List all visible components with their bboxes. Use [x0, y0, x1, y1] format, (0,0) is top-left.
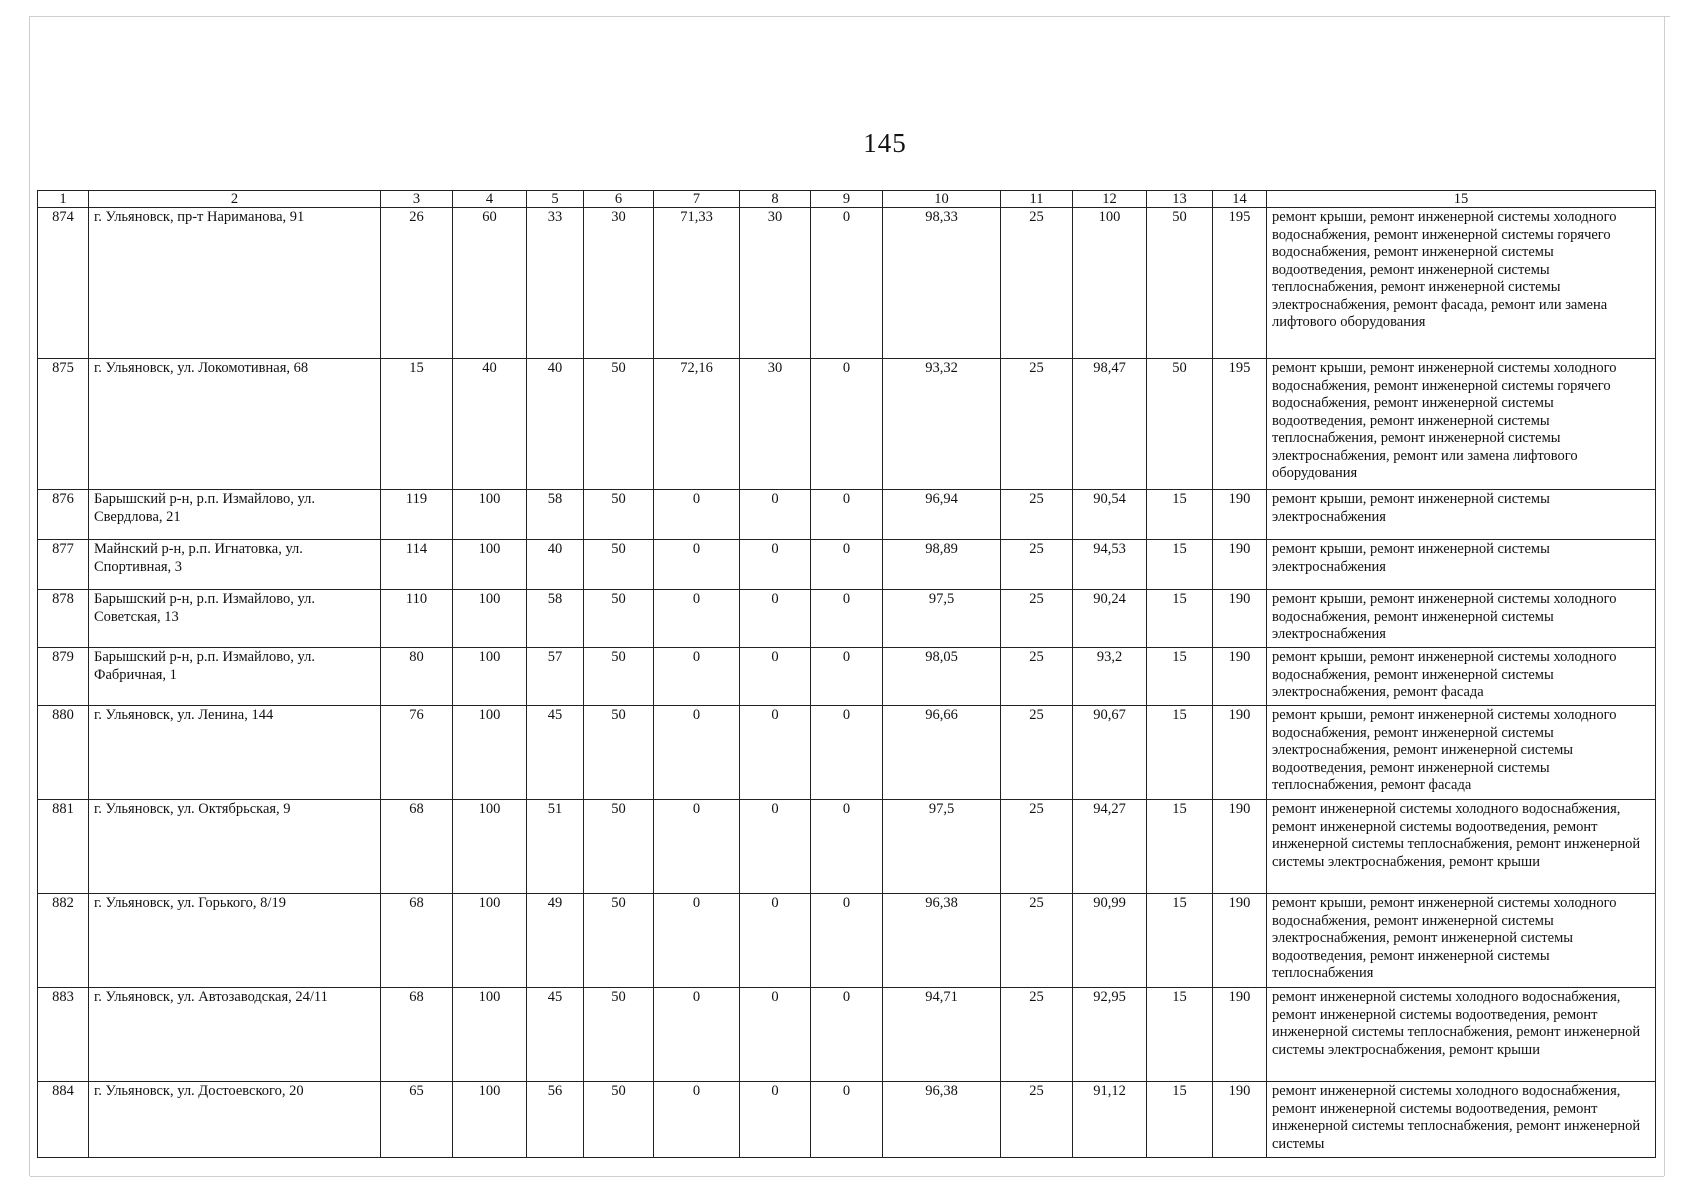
- works-list: ремонт инженерной системы холодного водоснабжения, ремонт инженерной системы водоотведения, ремонт инженерной системы теплоснабжения, ремонт инженерной системы электроснабжения, ремонт крыши: [1267, 800, 1656, 894]
- table-row: [38, 648, 1656, 706]
- col-12-value: 90,99: [1073, 894, 1147, 988]
- col-9-value: 0: [811, 706, 883, 800]
- col-8-value: 0: [740, 648, 811, 706]
- col-5-value: 45: [527, 988, 584, 1082]
- col-4-value: 100: [453, 800, 527, 894]
- col-14-value: 190: [1213, 648, 1267, 706]
- col-3-value: 68: [381, 800, 453, 894]
- col-13-value: 15: [1147, 648, 1213, 706]
- col-10-value: 98,05: [883, 648, 1001, 706]
- address: г. Ульяновск, ул. Горького, 8/19: [89, 894, 381, 988]
- col-14-value: 190: [1213, 800, 1267, 894]
- col-9-value: 0: [811, 648, 883, 706]
- col-6-value: 50: [584, 648, 654, 706]
- column-number-13: 13: [1147, 191, 1213, 208]
- column-number-11: 11: [1001, 191, 1073, 208]
- row-number: 884: [38, 1082, 89, 1158]
- works-list: ремонт инженерной системы холодного водоснабжения, ремонт инженерной системы водоотведения, ремонт инженерной системы теплоснабжения, ремонт инженерной системы электроснабжения, ремонт крыши: [1267, 988, 1656, 1082]
- col-7-value: 0: [654, 590, 740, 648]
- col-11-value: 25: [1001, 894, 1073, 988]
- row-number: 882: [38, 894, 89, 988]
- address: г. Ульяновск, ул. Достоевского, 20: [89, 1082, 381, 1158]
- col-7-value: 0: [654, 1082, 740, 1158]
- col-6-value: 50: [584, 359, 654, 490]
- column-number-3: 3: [381, 191, 453, 208]
- scan-edge-left: [29, 16, 30, 1176]
- address: г. Ульяновск, ул. Ленина, 144: [89, 706, 381, 800]
- col-14-value: 195: [1213, 359, 1267, 490]
- col-6-value: 50: [584, 988, 654, 1082]
- col-5-value: 40: [527, 540, 584, 590]
- col-12-value: 92,95: [1073, 988, 1147, 1082]
- col-7-value: 0: [654, 490, 740, 540]
- col-6-value: 50: [584, 490, 654, 540]
- col-4-value: 100: [453, 490, 527, 540]
- col-6-value: 50: [584, 894, 654, 988]
- col-14-value: 195: [1213, 208, 1267, 359]
- col-7-value: 0: [654, 706, 740, 800]
- works-list: ремонт крыши, ремонт инженерной системы холодного водоснабжения, ремонт инженерной системы горячего водоснабжения, ремонт инженерной системы водоотведения, ремонт инженерной системы теплоснабжения, ремонт инженерной системы электроснабжения, ремонт фасада, ремонт или замена лифтового оборудования: [1267, 208, 1656, 359]
- works-list: ремонт крыши, ремонт инженерной системы холодного водоснабжения, ремонт инженерной системы электроснабжения, ремонт инженерной системы водоотведения, ремонт инженерной системы теплоснабжения: [1267, 894, 1656, 988]
- col-3-value: 76: [381, 706, 453, 800]
- col-10-value: 96,38: [883, 894, 1001, 988]
- col-13-value: 15: [1147, 490, 1213, 540]
- table-row: [38, 1082, 1656, 1158]
- row-number: 880: [38, 706, 89, 800]
- column-number-15: 15: [1267, 191, 1656, 208]
- col-10-value: 97,5: [883, 590, 1001, 648]
- col-13-value: 50: [1147, 208, 1213, 359]
- col-12-value: 90,24: [1073, 590, 1147, 648]
- col-10-value: 97,5: [883, 800, 1001, 894]
- column-number-10: 10: [883, 191, 1001, 208]
- col-11-value: 25: [1001, 540, 1073, 590]
- row-number: 879: [38, 648, 89, 706]
- address: г. Ульяновск, пр-т Нариманова, 91: [89, 208, 381, 359]
- col-4-value: 100: [453, 894, 527, 988]
- col-14-value: 190: [1213, 706, 1267, 800]
- col-3-value: 15: [381, 359, 453, 490]
- col-14-value: 190: [1213, 590, 1267, 648]
- col-5-value: 58: [527, 490, 584, 540]
- col-10-value: 96,38: [883, 1082, 1001, 1158]
- works-list: ремонт крыши, ремонт инженерной системы холодного водоснабжения, ремонт инженерной системы горячего водоснабжения, ремонт инженерной системы водоотведения, ремонт инженерной системы теплоснабжения, ремонт инженерной системы электроснабжения, ремонт или замена лифтового оборудования: [1267, 359, 1656, 490]
- column-number-row: [38, 191, 1656, 208]
- col-11-value: 25: [1001, 800, 1073, 894]
- column-number-7: 7: [654, 191, 740, 208]
- row-number: 883: [38, 988, 89, 1082]
- column-number-5: 5: [527, 191, 584, 208]
- col-4-value: 100: [453, 590, 527, 648]
- table-body: [38, 208, 1656, 1158]
- row-number: 875: [38, 359, 89, 490]
- col-11-value: 25: [1001, 988, 1073, 1082]
- col-13-value: 15: [1147, 988, 1213, 1082]
- col-9-value: 0: [811, 1082, 883, 1158]
- col-11-value: 25: [1001, 706, 1073, 800]
- col-14-value: 190: [1213, 894, 1267, 988]
- col-9-value: 0: [811, 894, 883, 988]
- col-7-value: 0: [654, 540, 740, 590]
- col-5-value: 56: [527, 1082, 584, 1158]
- table-row: [38, 208, 1656, 359]
- col-13-value: 15: [1147, 706, 1213, 800]
- col-7-value: 0: [654, 894, 740, 988]
- address: Барышский р-н, р.п. Измайлово, ул. Советская, 13: [89, 590, 381, 648]
- col-9-value: 0: [811, 490, 883, 540]
- row-number: 874: [38, 208, 89, 359]
- row-number: 878: [38, 590, 89, 648]
- col-13-value: 15: [1147, 540, 1213, 590]
- col-8-value: 0: [740, 1082, 811, 1158]
- col-8-value: 0: [740, 800, 811, 894]
- address: Майнский р-н, р.п. Игнатовка, ул. Спортивная, 3: [89, 540, 381, 590]
- column-number-14: 14: [1213, 191, 1267, 208]
- col-9-value: 0: [811, 359, 883, 490]
- col-4-value: 100: [453, 706, 527, 800]
- col-5-value: 49: [527, 894, 584, 988]
- col-4-value: 100: [453, 648, 527, 706]
- works-list: ремонт крыши, ремонт инженерной системы холодного водоснабжения, ремонт инженерной системы электроснабжения, ремонт фасада: [1267, 648, 1656, 706]
- col-12-value: 94,53: [1073, 540, 1147, 590]
- col-3-value: 65: [381, 1082, 453, 1158]
- col-13-value: 15: [1147, 894, 1213, 988]
- row-number: 876: [38, 490, 89, 540]
- col-8-value: 30: [740, 359, 811, 490]
- col-8-value: 0: [740, 706, 811, 800]
- table-row: [38, 988, 1656, 1082]
- col-3-value: 80: [381, 648, 453, 706]
- col-11-value: 25: [1001, 208, 1073, 359]
- table-row: [38, 706, 1656, 800]
- col-5-value: 40: [527, 359, 584, 490]
- col-7-value: 72,16: [654, 359, 740, 490]
- col-11-value: 25: [1001, 359, 1073, 490]
- col-4-value: 100: [453, 1082, 527, 1158]
- col-5-value: 33: [527, 208, 584, 359]
- col-11-value: 25: [1001, 490, 1073, 540]
- column-number-2: 2: [89, 191, 381, 208]
- col-14-value: 190: [1213, 1082, 1267, 1158]
- col-8-value: 0: [740, 590, 811, 648]
- col-9-value: 0: [811, 540, 883, 590]
- table-row: [38, 540, 1656, 590]
- page-number: 145: [863, 128, 907, 158]
- col-10-value: 98,89: [883, 540, 1001, 590]
- col-3-value: 114: [381, 540, 453, 590]
- col-6-value: 50: [584, 590, 654, 648]
- col-10-value: 96,66: [883, 706, 1001, 800]
- address: Барышский р-н, р.п. Измайлово, ул. Свердлова, 21: [89, 490, 381, 540]
- table-row: [38, 800, 1656, 894]
- scan-edge-right: [1664, 16, 1665, 1176]
- col-4-value: 100: [453, 988, 527, 1082]
- col-6-value: 50: [584, 800, 654, 894]
- col-6-value: 50: [584, 540, 654, 590]
- col-9-value: 0: [811, 800, 883, 894]
- col-10-value: 98,33: [883, 208, 1001, 359]
- col-3-value: 110: [381, 590, 453, 648]
- column-number-1: 1: [38, 191, 89, 208]
- col-3-value: 68: [381, 894, 453, 988]
- col-14-value: 190: [1213, 988, 1267, 1082]
- table-row: [38, 894, 1656, 988]
- col-8-value: 0: [740, 490, 811, 540]
- col-3-value: 26: [381, 208, 453, 359]
- col-7-value: 0: [654, 648, 740, 706]
- table-row: [38, 359, 1656, 490]
- col-5-value: 58: [527, 590, 584, 648]
- col-13-value: 15: [1147, 1082, 1213, 1158]
- col-8-value: 30: [740, 208, 811, 359]
- repair-register-table: [37, 190, 1656, 1158]
- col-12-value: 90,54: [1073, 490, 1147, 540]
- column-number-12: 12: [1073, 191, 1147, 208]
- works-list: ремонт крыши, ремонт инженерной системы электроснабжения: [1267, 540, 1656, 590]
- col-3-value: 68: [381, 988, 453, 1082]
- address: г. Ульяновск, ул. Автозаводская, 24/11: [89, 988, 381, 1082]
- col-13-value: 15: [1147, 590, 1213, 648]
- col-6-value: 50: [584, 1082, 654, 1158]
- works-list: ремонт инженерной системы холодного водоснабжения, ремонт инженерной системы водоотведения, ремонт инженерной системы теплоснабжения, ремонт инженерной системы: [1267, 1082, 1656, 1158]
- column-number-9: 9: [811, 191, 883, 208]
- col-12-value: 100: [1073, 208, 1147, 359]
- col-12-value: 98,47: [1073, 359, 1147, 490]
- col-5-value: 51: [527, 800, 584, 894]
- column-number-8: 8: [740, 191, 811, 208]
- col-3-value: 119: [381, 490, 453, 540]
- col-9-value: 0: [811, 988, 883, 1082]
- col-9-value: 0: [811, 590, 883, 648]
- works-list: ремонт крыши, ремонт инженерной системы электроснабжения: [1267, 490, 1656, 540]
- table-row: [38, 490, 1656, 540]
- col-7-value: 71,33: [654, 208, 740, 359]
- col-12-value: 91,12: [1073, 1082, 1147, 1158]
- col-12-value: 93,2: [1073, 648, 1147, 706]
- row-number: 877: [38, 540, 89, 590]
- col-8-value: 0: [740, 540, 811, 590]
- works-list: ремонт крыши, ремонт инженерной системы холодного водоснабжения, ремонт инженерной системы электроснабжения, ремонт инженерной системы водоотведения, ремонт инженерной системы теплоснабжения, ремонт фасада: [1267, 706, 1656, 800]
- address: г. Ульяновск, ул. Локомотивная, 68: [89, 359, 381, 490]
- address: г. Ульяновск, ул. Октябрьская, 9: [89, 800, 381, 894]
- address: Барышский р-н, р.п. Измайлово, ул. Фабричная, 1: [89, 648, 381, 706]
- col-11-value: 25: [1001, 648, 1073, 706]
- col-8-value: 0: [740, 988, 811, 1082]
- col-10-value: 94,71: [883, 988, 1001, 1082]
- col-11-value: 25: [1001, 1082, 1073, 1158]
- col-10-value: 96,94: [883, 490, 1001, 540]
- scan-edge-top: [30, 16, 1670, 17]
- col-12-value: 94,27: [1073, 800, 1147, 894]
- col-6-value: 50: [584, 706, 654, 800]
- col-5-value: 45: [527, 706, 584, 800]
- col-13-value: 50: [1147, 359, 1213, 490]
- column-number-6: 6: [584, 191, 654, 208]
- col-12-value: 90,67: [1073, 706, 1147, 800]
- col-4-value: 40: [453, 359, 527, 490]
- scan-edge-bottom: [30, 1176, 1664, 1177]
- works-list: ремонт крыши, ремонт инженерной системы холодного водоснабжения, ремонт инженерной системы электроснабжения: [1267, 590, 1656, 648]
- col-8-value: 0: [740, 894, 811, 988]
- col-14-value: 190: [1213, 540, 1267, 590]
- col-14-value: 190: [1213, 490, 1267, 540]
- col-7-value: 0: [654, 800, 740, 894]
- col-7-value: 0: [654, 988, 740, 1082]
- col-4-value: 100: [453, 540, 527, 590]
- column-number-4: 4: [453, 191, 527, 208]
- col-10-value: 93,32: [883, 359, 1001, 490]
- col-6-value: 30: [584, 208, 654, 359]
- col-9-value: 0: [811, 208, 883, 359]
- col-5-value: 57: [527, 648, 584, 706]
- col-13-value: 15: [1147, 800, 1213, 894]
- table-row: [38, 590, 1656, 648]
- row-number: 881: [38, 800, 89, 894]
- col-4-value: 60: [453, 208, 527, 359]
- col-11-value: 25: [1001, 590, 1073, 648]
